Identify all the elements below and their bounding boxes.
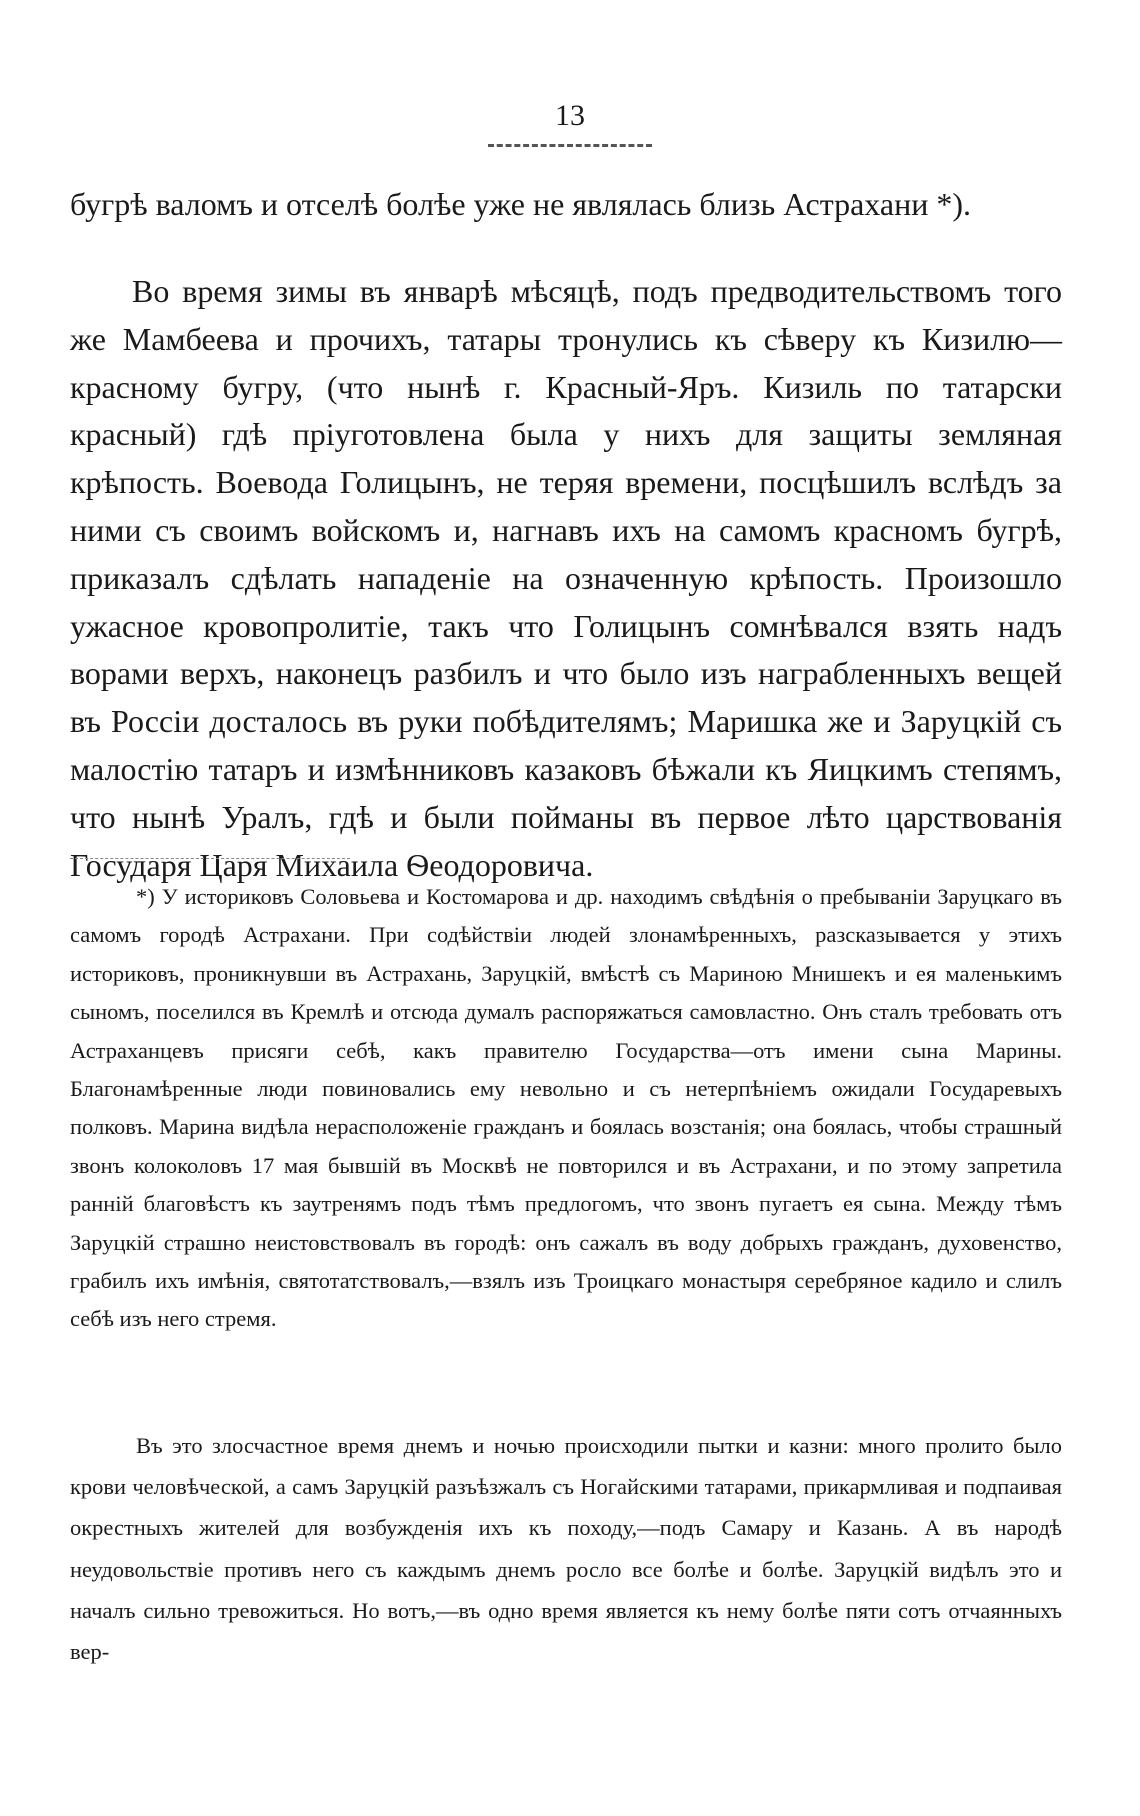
- footnote-continuation-text: Въ это злосчастное время днемъ и ночью происходили пытки и казни: много пролито было крови человѣческой, а самъ Заруцкій разъѣзжалъ съ Ногайскими татарами, прикармливая и подпаивая окрестныхъ жителей для возбужденія ихъ къ походу,—подъ Самару и Казань. А въ народѣ неудовольствіе противъ него съ каждымъ днемъ росло все болѣе и болѣе. Заруцкій видѣлъ это и началъ сильно тревожиться. Но вотъ,—въ одно время является къ нему болѣе пяти сотъ отчаянныхъ вер-: [70, 1433, 1062, 1665]
- page-number-rule: [488, 144, 652, 147]
- footnote-separator: [70, 858, 350, 859]
- main-paragraph-text: Во время зимы въ январѣ мѣсяцѣ, подъ предводительствомъ того же Мамбеева и прочихъ, татары тронулись къ сѣверу къ Кизилю—красному бугру, (что нынѣ г. Красный-Яръ. Кизиль по татарски красный) гдѣ пріуготовлена была у нихъ для защиты земляная крѣпость. Воевода Голицынъ, не теряя времени, посцѣшилъ вслѣдъ за ними съ своимъ войскомъ и, нагнавъ ихъ на самомъ красномъ бугрѣ, приказалъ сдѣлать нападеніе на означенную крѣпость. Произошло ужасное кровопролитіе, такъ что Голицынъ сомнѣвался взять надъ ворами верхъ, наконецъ разбилъ и что было изъ награбленныхъ вещей въ Россіи досталось въ руки побѣдителямъ; Маришка же и Заруцкій съ малостію татаръ и измѣнниковъ казаковъ бѣжали къ Яицкимъ степямъ, что нынѣ Уралъ, гдѣ и были пойманы въ первое лѣто царствованія Государя Царя Михаила Ѳеодоровича.: [70, 273, 1062, 883]
- page-number: 13: [555, 99, 585, 132]
- footnote-text: *) У историковъ Соловьева и Костомарова и др. находимъ свѣдѣнія о пребываніи Заруцкаго въ самомъ городѣ Астрахани. При содѣйствіи людей злонамѣренныхъ, разсказывается у этихъ историковъ, проникнувши въ Астрахань, Заруцкій, вмѣстѣ съ Мариною Мнишекъ и ея маленькимъ сыномъ, поселился въ Кремлѣ и отсюда думалъ распоряжаться самовластно. Онъ сталъ требовать отъ Астраханцевъ присяги себѣ, какъ правителю Государства—отъ имени сына Марины. Благонамѣренные люди повиновались ему невольно и съ нетерпѣніемъ ожидали Государевыхъ полковъ. Марина видѣла нерасположеніе гражданъ и боялась возстанія; она боялась, чтобы страшный звонъ колоколовъ 17 мая бывшій въ Москвѣ не повторился и въ Астрахани, и по этому запретила ранній благовѣстъ къ заутренямъ подъ тѣмъ предлогомъ, что звонъ пугаетъ ея сына. Между тѣмъ Заруцкій страшно неистовствовалъ въ городѣ: онъ сажалъ въ воду добрыхъ гражданъ, духовенство, грабилъ ихъ имѣнія, святотатствовалъ,—взялъ изъ Троицкаго монастыря серебряное кадило и слилъ себѣ изъ него стремя.: [70, 884, 1062, 1332]
- main-paragraph: [70, 268, 1062, 889]
- continued-paragraph: [70, 180, 1062, 228]
- continued-paragraph-text: бугрѣ валомъ и отселѣ болѣе уже не являлась близь Астрахани *).: [70, 186, 971, 222]
